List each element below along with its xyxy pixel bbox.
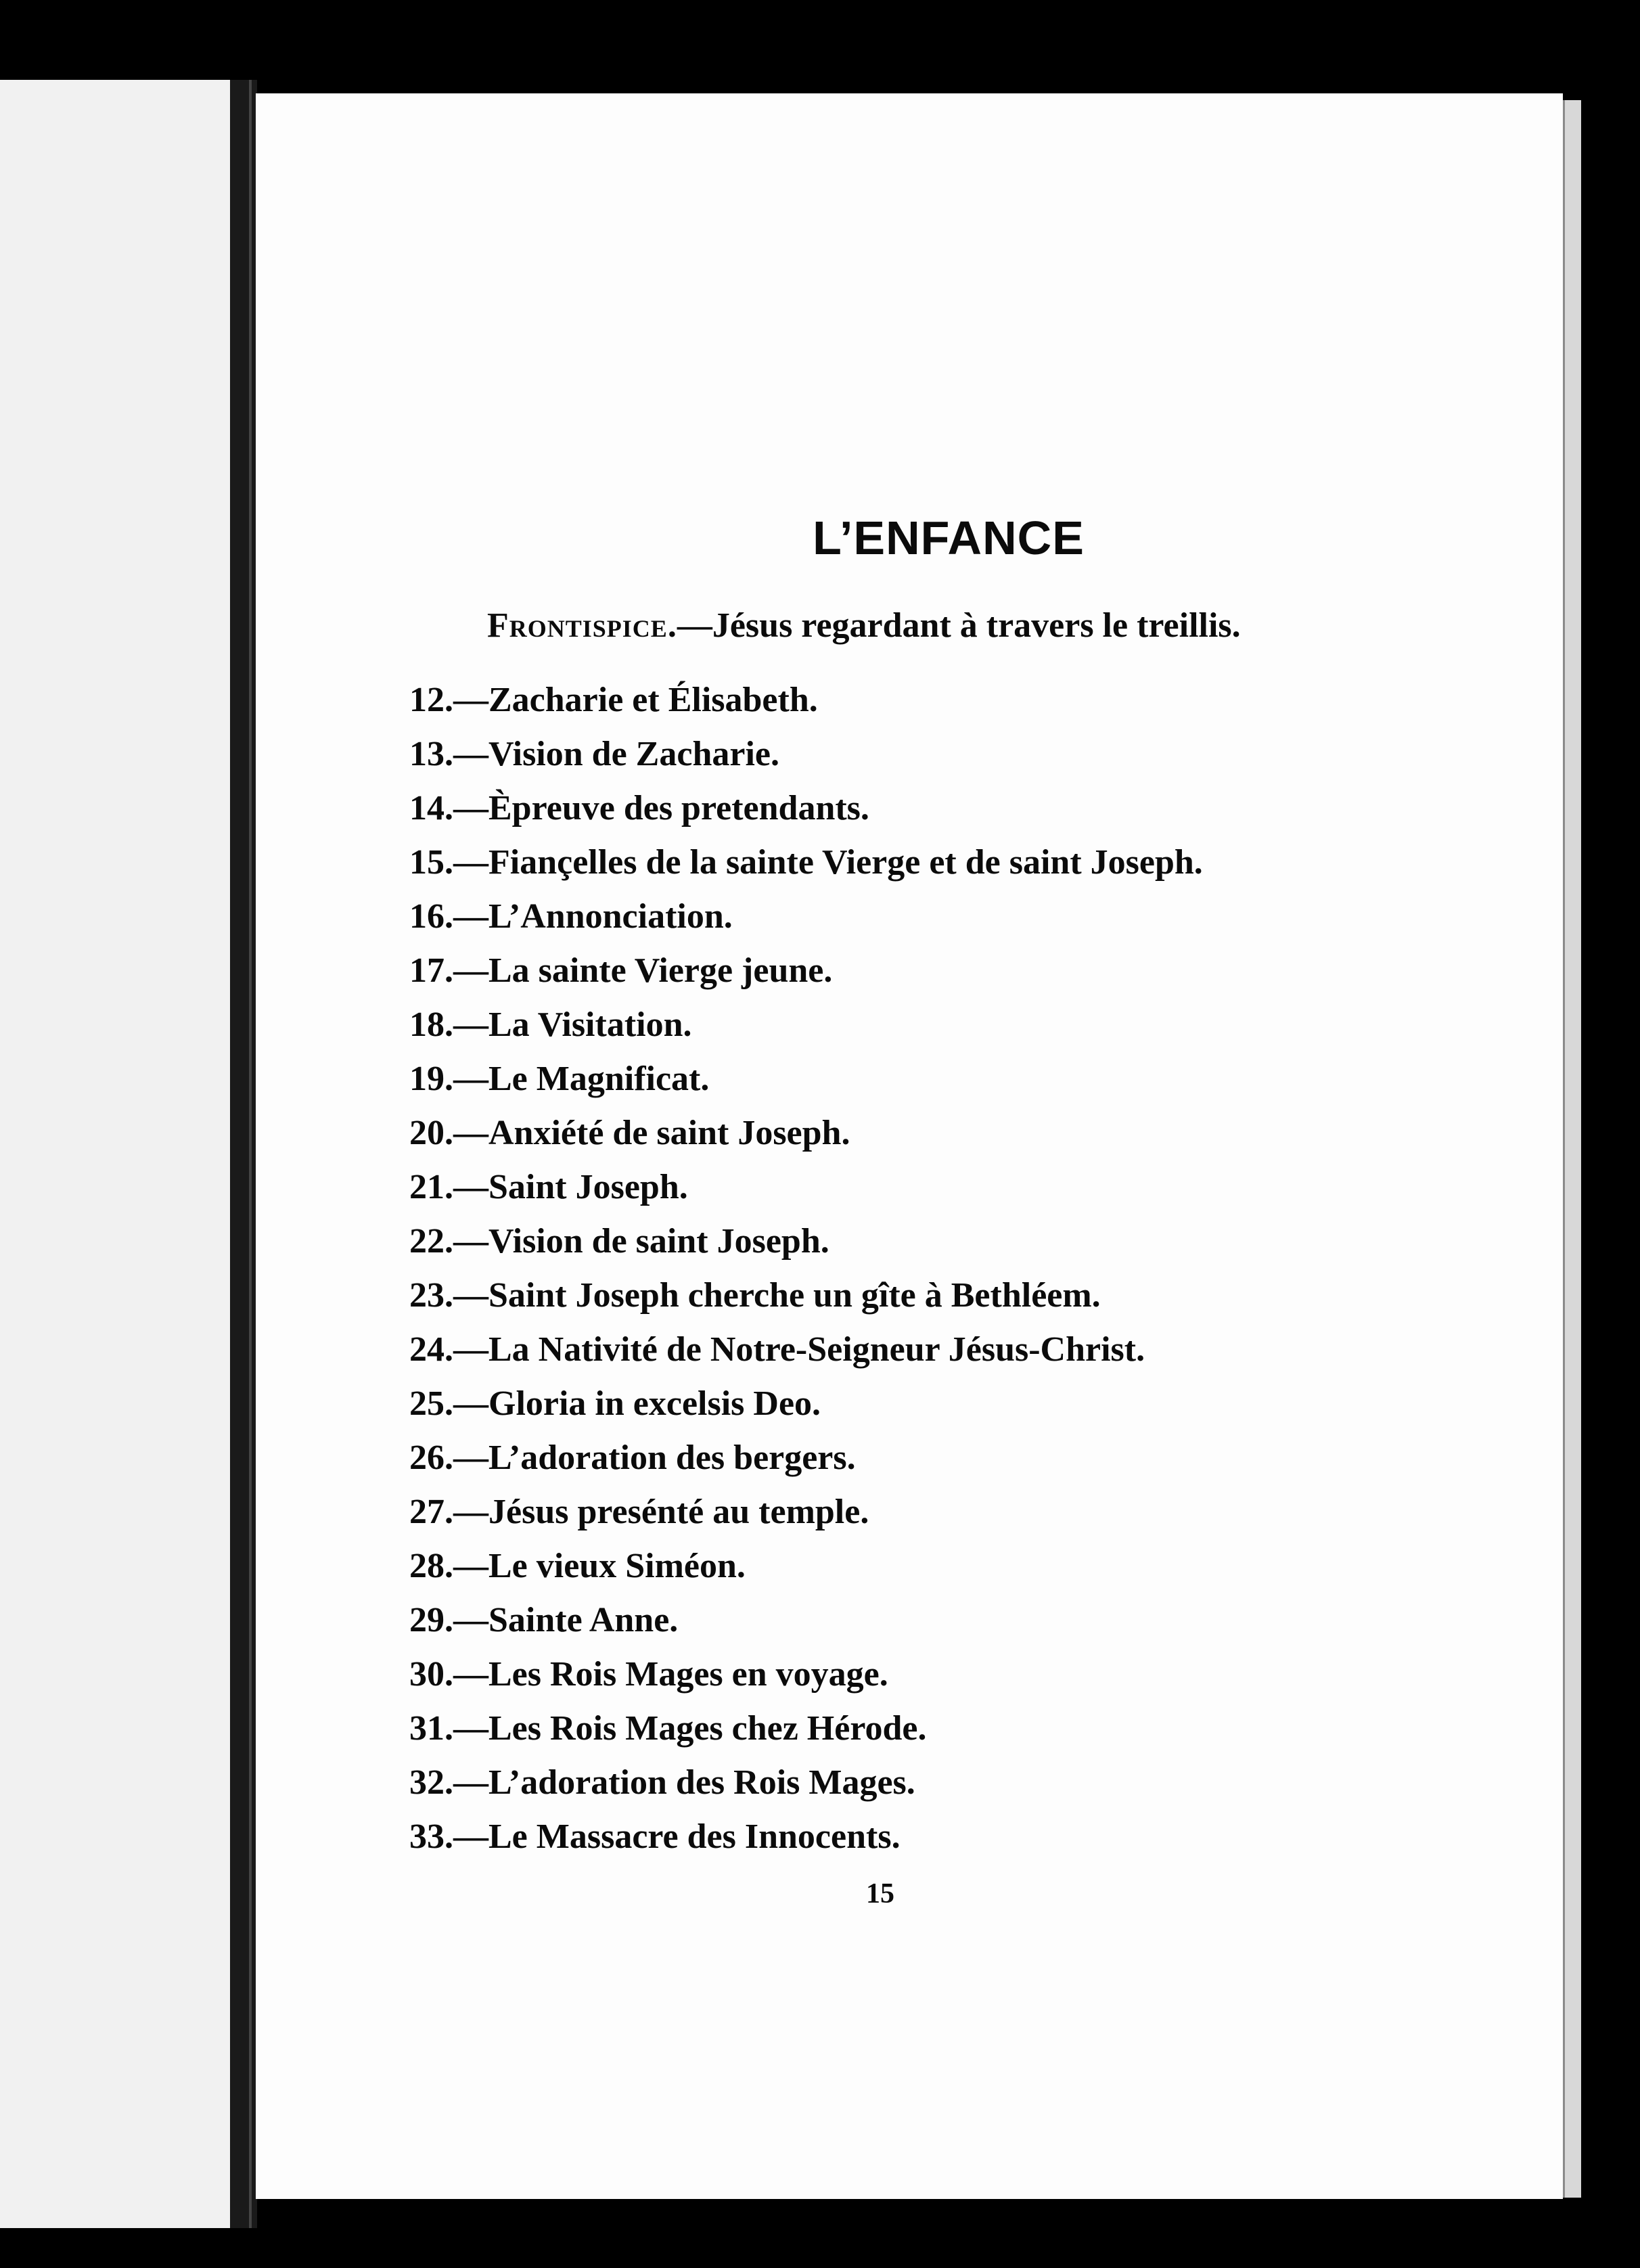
- entry-number: 22.: [409, 1222, 453, 1261]
- entry-dash: —: [453, 681, 488, 719]
- entry-title: Saint Joseph cherche un gîte à Bethléem.: [488, 1276, 1101, 1315]
- entry-title: Èpreuve des pretendants.: [488, 789, 869, 827]
- entry-dash: —: [453, 1114, 488, 1152]
- entry-number: 23.: [409, 1276, 453, 1315]
- list-item: [409, 1756, 1203, 1810]
- list-item: [409, 781, 1203, 836]
- entry-dash: —: [453, 1601, 488, 1639]
- entry-number: 21.: [409, 1168, 453, 1206]
- list-item: [409, 1485, 1203, 1539]
- list-item: [409, 673, 1203, 727]
- entry-number: 26.: [409, 1438, 453, 1477]
- entry-number: 31.: [409, 1709, 453, 1748]
- list-item: [409, 1052, 1203, 1106]
- gutter-line: [249, 80, 252, 2228]
- entry-dash: —: [453, 1493, 488, 1531]
- entry-number: 27.: [409, 1493, 453, 1531]
- entry-number: 14.: [409, 789, 453, 827]
- entry-number: 30.: [409, 1655, 453, 1694]
- frontispiece-text: Jésus regardant à travers le treillis.: [712, 606, 1241, 645]
- entry-title: La Nativité de Notre-Seigneur Jésus-Christ.: [488, 1330, 1145, 1369]
- frontispiece-dash: —: [677, 606, 712, 645]
- section-heading: L’ENFANCE: [813, 512, 1085, 564]
- entry-number: 29.: [409, 1601, 453, 1639]
- entry-title: La Visitation.: [488, 1005, 692, 1044]
- entry-title: Le Massacre des Innocents.: [488, 1817, 901, 1856]
- list-item: [409, 1377, 1203, 1431]
- entry-dash: —: [453, 1276, 488, 1315]
- list-item: [409, 1648, 1203, 1702]
- book-gutter: [230, 80, 257, 2228]
- entry-number: 12.: [409, 681, 453, 719]
- list-item: [409, 1702, 1203, 1756]
- entry-dash: —: [453, 1005, 488, 1044]
- list-item: [409, 1215, 1203, 1269]
- entry-dash: —: [453, 951, 488, 990]
- entry-dash: —: [453, 1763, 488, 1802]
- list-item: [409, 1539, 1203, 1593]
- entry-title: Zacharie et Élisabeth.: [488, 681, 818, 719]
- list-item: [409, 998, 1203, 1052]
- entry-number: 25.: [409, 1384, 453, 1423]
- entry-number: 20.: [409, 1114, 453, 1152]
- list-item: [409, 1269, 1203, 1323]
- entry-dash: —: [453, 843, 488, 882]
- entry-title: Le vieux Siméon.: [488, 1547, 746, 1585]
- list-item: [409, 1160, 1203, 1215]
- facing-page: [0, 80, 230, 2228]
- entry-number: 16.: [409, 897, 453, 936]
- plate-list: [409, 673, 1203, 1864]
- entry-title: Jésus presénté au temple.: [488, 1493, 869, 1531]
- entry-title: Le Magnificat.: [488, 1060, 710, 1098]
- entry-title: L’adoration des Rois Mages.: [488, 1763, 915, 1802]
- entry-number: 19.: [409, 1060, 453, 1098]
- list-item: [409, 890, 1203, 944]
- entry-dash: —: [453, 897, 488, 936]
- entry-title: Les Rois Mages chez Hérode.: [488, 1709, 927, 1748]
- entry-number: 13.: [409, 735, 453, 773]
- frontispiece-line: [487, 606, 1241, 645]
- entry-dash: —: [453, 1547, 488, 1585]
- frontispiece-label: Frontispice.: [487, 606, 677, 645]
- list-item: [409, 1593, 1203, 1648]
- entry-dash: —: [453, 1817, 488, 1856]
- entry-dash: —: [453, 735, 488, 773]
- entry-title: L’Annonciation.: [488, 897, 733, 936]
- entry-title: Vision de saint Joseph.: [488, 1222, 829, 1261]
- entry-title: La sainte Vierge jeune.: [488, 951, 833, 990]
- entry-title: Gloria in excelsis Deo.: [488, 1384, 821, 1423]
- entry-title: Sainte Anne.: [488, 1601, 679, 1639]
- entry-title: Anxiété de saint Joseph.: [488, 1114, 850, 1152]
- entry-title: Saint Joseph.: [488, 1168, 688, 1206]
- entry-number: 28.: [409, 1547, 453, 1585]
- entry-number: 15.: [409, 843, 453, 882]
- entry-dash: —: [453, 1438, 488, 1477]
- entry-dash: —: [453, 1060, 488, 1098]
- list-item: [409, 944, 1203, 998]
- entry-number: 24.: [409, 1330, 453, 1369]
- entry-dash: —: [453, 1384, 488, 1423]
- entry-title: Fiançelles de la sainte Vierge et de saint Joseph.: [488, 843, 1203, 882]
- page-number: 15: [866, 1878, 894, 1909]
- list-item: [409, 836, 1203, 890]
- entry-title: L’adoration des bergers.: [488, 1438, 856, 1477]
- entry-number: 32.: [409, 1763, 453, 1802]
- entry-dash: —: [453, 1330, 488, 1369]
- entry-dash: —: [453, 1709, 488, 1748]
- entry-number: 33.: [409, 1817, 453, 1856]
- entry-title: Vision de Zacharie.: [488, 735, 779, 773]
- list-item: [409, 1323, 1203, 1377]
- entry-title: Les Rois Mages en voyage.: [488, 1655, 888, 1694]
- list-item: [409, 727, 1203, 781]
- list-item: [409, 1106, 1203, 1160]
- page-edge: [1563, 100, 1581, 2198]
- list-item: [409, 1810, 1203, 1864]
- entry-dash: —: [453, 1168, 488, 1206]
- entry-dash: —: [453, 1655, 488, 1694]
- entry-number: 17.: [409, 951, 453, 990]
- list-item: [409, 1431, 1203, 1485]
- entry-dash: —: [453, 1222, 488, 1261]
- entry-dash: —: [453, 789, 488, 827]
- entry-number: 18.: [409, 1005, 453, 1044]
